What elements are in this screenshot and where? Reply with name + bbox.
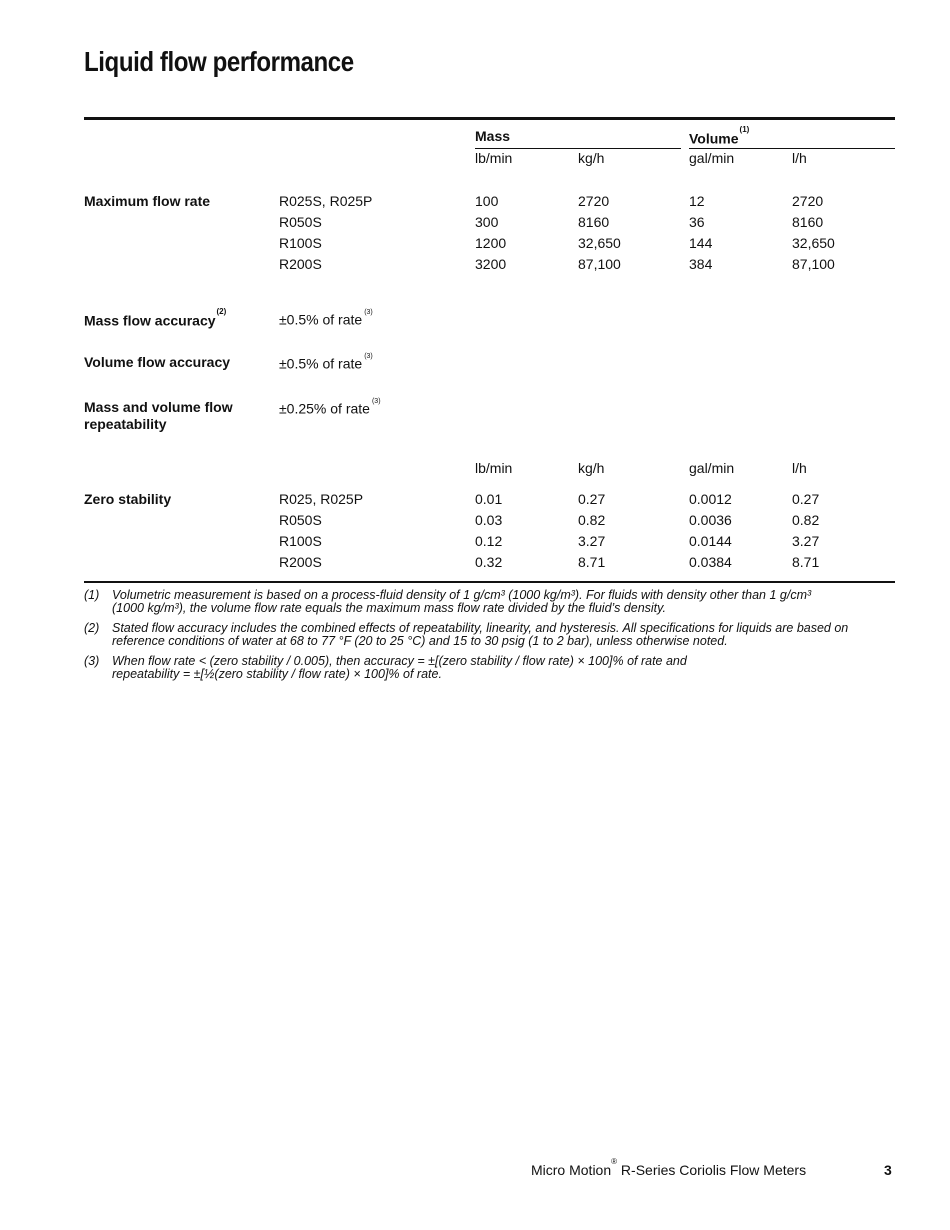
table-top-rule [84,117,895,120]
zero-unit-kgh: kg/h [578,460,605,476]
volume-header-rule [689,148,895,149]
unit-lh: l/h [792,150,807,166]
mass-accuracy-value: ±0.5% of rate $^{(3)}$ [279,309,373,328]
unit-kgh: kg/h [578,150,605,166]
page-title: Liquid flow performance [84,46,354,77]
volume-header: Volume$^{(1)}$ [689,125,750,147]
mass-accuracy-label: Mass flow accuracy$^{(2)}$ [84,307,227,329]
repeatability-label: Mass and volume flow repeatability [84,399,233,432]
mass-header-rule [475,148,681,149]
max-flow-label: Maximum flow rate [84,193,211,209]
footnote-3: (3) When flow rate < (zero stability / 0.005), then accuracy = ±[(zero stability / flow rate) × 100]% of rate and repeatability = ±[½(zero stability / flow rate) × 100]% of rate. [84,654,687,681]
unit-galmin: gal/min [689,150,735,166]
repeatability-value: ±0.25% of rate $^{(3)}$ [279,398,381,417]
footnote-2: (2) Stated flow accuracy includes the combined effects of repeatability, linearity, and hysteresis. All specifications for liquids are based on reference conditions of water at 68 to 77 °F (20 to 25 °C) and 15 to 30 psig (1 to 2 bar), unless otherwise noted. [84,621,849,648]
volume-accuracy-value: ±0.5% of rate $^{(3)}$ [279,353,373,372]
zero-stability-label: Zero stability [84,491,172,507]
zero-unit-galmin: gal/min [689,460,735,476]
footnote-1: (1) Volumetric measurement is based on a process-fluid density of 1 g/cm³ (1000 kg/m³). For fluids with density other than 1 g/cm³ (1000 kg/m³), the volume flow rate equals the maximum mass flow rate divided by the fluid’s density. [84,588,812,615]
table-bottom-rule [84,581,895,583]
unit-lbmin: lb/min [475,150,513,166]
zero-unit-lbmin: lb/min [475,460,513,476]
footer-product-title: Micro Motion® R-Series Coriolis Flow Meters [531,1157,807,1178]
page-number: 3 [884,1162,892,1178]
volume-accuracy-label: Volume flow accuracy [84,354,231,370]
mass-header: Mass [475,128,511,144]
zero-unit-lh: l/h [792,460,807,476]
